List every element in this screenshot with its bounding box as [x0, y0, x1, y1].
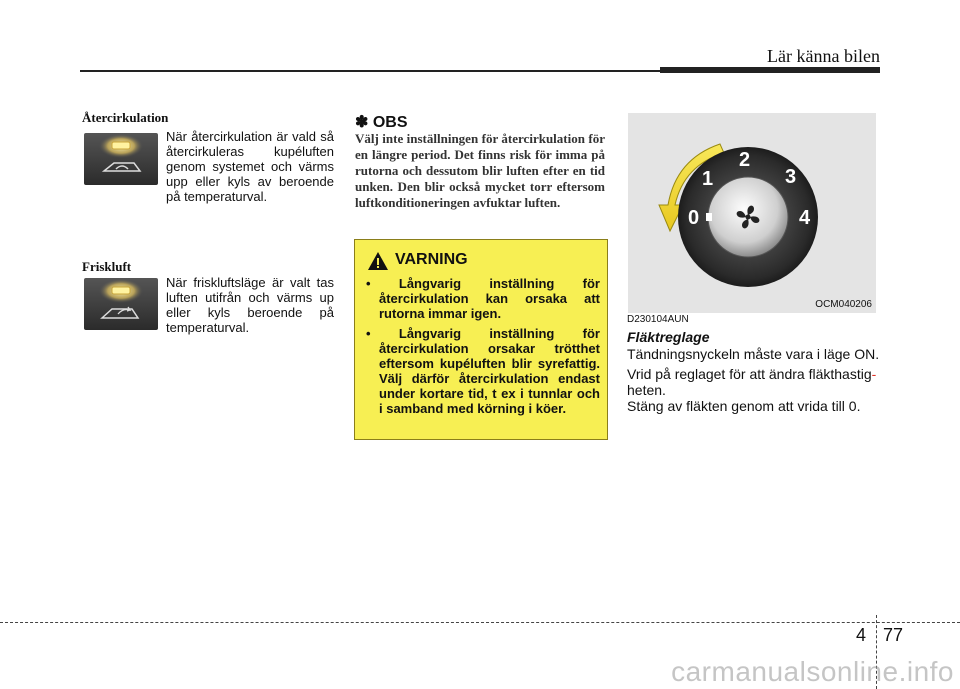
- obs-title: ✽ OBS: [355, 114, 408, 131]
- recirc-text: När återcirkulation är vald så återcirkuleras kupéluften genom systemet och värms upp eller kyls av beroende på temperaturval.: [166, 129, 334, 204]
- figure-label: OCM040206: [815, 299, 872, 310]
- fan-dial-illustration: [628, 113, 876, 313]
- fresh-text: När friskluftsläge är valt tas luften utifrån och värms up eller kyls beroende på temperaturval.: [166, 275, 334, 335]
- warning-title: VARNING: [395, 251, 468, 268]
- warning-triangle-icon: [367, 251, 389, 271]
- dial-number-3: 3: [785, 166, 797, 188]
- recirc-button-image: [84, 133, 158, 185]
- chapter-number: 4: [856, 625, 867, 645]
- fresh-air-icon: [84, 278, 158, 330]
- header-rule: [80, 70, 660, 72]
- dial-number-1: 1: [702, 168, 714, 190]
- dial-indicator: [706, 213, 712, 221]
- fan-heading: Fläktreglage: [627, 329, 710, 345]
- warning-item-1: • Långvarig inställning för återcirkulation kan orsaka att rutorna immar igen.: [366, 276, 600, 321]
- fan-instruction-2: Vrid på reglaget för att ändra fläkthastig- heten.: [627, 366, 877, 398]
- obs-text: Välj inte inställningen för återcirkulation för en längre period. Det finns risk för imma på rutorna och dessutom blir luften efter en tid unken. Den blir också mycket torr eftersom luftkonditioneringen avfuktar luften.: [355, 131, 605, 210]
- fan-dial-figure: [628, 113, 876, 313]
- fan-instruction-1: Tändningsnyckeln måste vara i läge ON.: [627, 346, 880, 362]
- page-number: 77: [883, 625, 904, 645]
- fan-instruction-3: Stäng av fläkten genom att vrida till 0.: [627, 398, 861, 414]
- header-rule-thick: [660, 67, 880, 73]
- warning-item-2: • Långvarig inställning för återcirkulation orsakar trötthet eftersom kupéluften blir syrefattig. Välj därför återcirkulation endast under kortare tid, t ex i tunnlar och i samband med körning i köer.: [366, 326, 600, 416]
- dial-number-4: 4: [799, 207, 811, 229]
- dial-number-2: 2: [739, 149, 751, 171]
- watermark: carmanualsonline.info: [671, 656, 954, 687]
- chapter-title: Lär känna bilen: [767, 46, 880, 66]
- fresh-button-image: [84, 278, 158, 330]
- fresh-heading: Friskluft: [82, 259, 132, 274]
- warning-list: [357, 276, 600, 421]
- footer-dashed-line: [0, 622, 960, 623]
- recirc-icon: [84, 133, 158, 185]
- dial-number-0: 0: [688, 207, 700, 229]
- warning-box: [354, 239, 608, 440]
- fan-section-code: D230104AUN: [627, 314, 689, 325]
- recirc-heading: Återcirkulation: [82, 110, 169, 125]
